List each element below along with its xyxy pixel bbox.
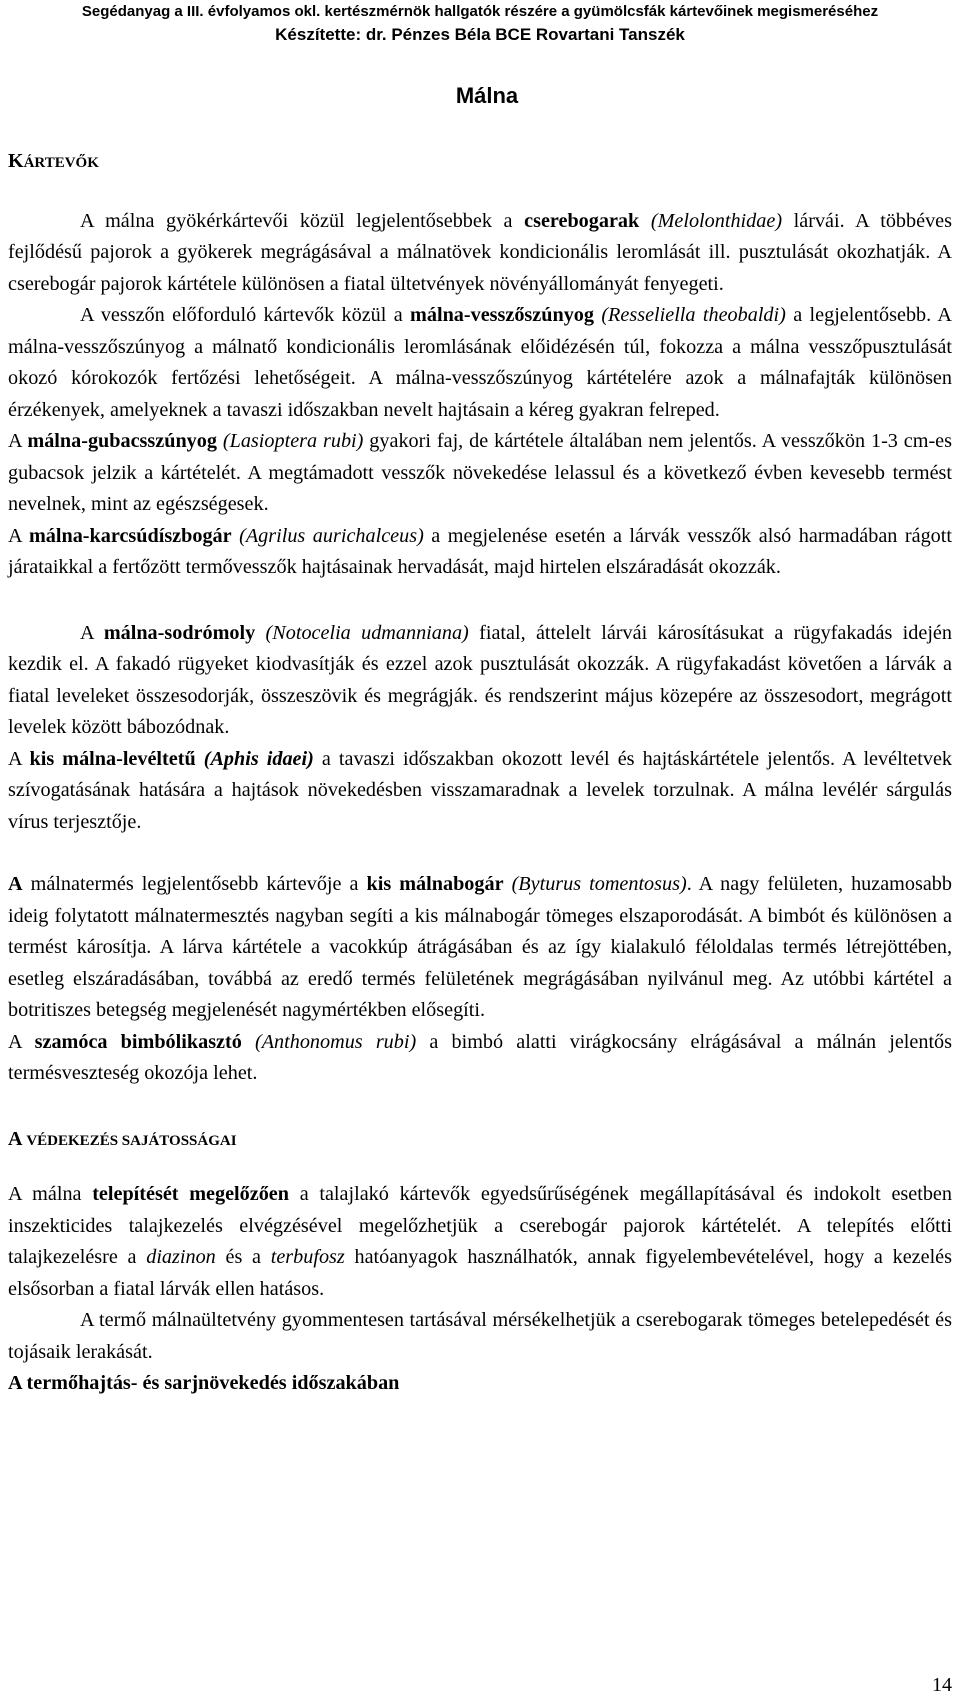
text-run: A xyxy=(8,430,28,452)
paragraph-gyommentes xyxy=(8,1305,952,1368)
paragraph-bimbolikaszto xyxy=(8,1027,952,1090)
paragraph-sodromoly xyxy=(8,618,952,744)
initial-bold: A xyxy=(8,873,23,895)
text-run: lárvái. A többéves fejlődésű pajorok a gyökerek megrágásával a málnatövek kondicionális leromlását ill. pusztulását okozhatják. A cserebogár pajorok kártétele különösen a fiatal ültetvények növényállományát fenyegeti. xyxy=(8,209,952,295)
text-run: a megjelenése esetén a lárvák vesszők alsó harmadában rágott járataikkal a fertőzött termővesszők hajtásainak hervadását, majd hirtelen elszáradását okozzák. xyxy=(8,524,952,578)
text-run: a legjelentősebb. A málna-vesszőszúnyog a málnatő kondicionális leromlásának előidézésén túl, fokozza a málna vesszőpusztulását okozó kórokozók fertőzési lehetőségeit. A málna-vesszőszúnyog kártételére azok a málnafajták különösen érzékenyek, amelyeknek a tavaszi időszakban nevelt hajtásain a kéreg gyakran felreped. xyxy=(8,304,952,421)
paragraph-karcsudiszbogar xyxy=(8,521,952,584)
term-bold: málna-karcsúdíszbogár xyxy=(28,524,232,547)
heading-smallcaps: VÉDEKEZÉS SAJÁTOSSÁGAI xyxy=(26,1132,237,1149)
paragraph-malnabogar xyxy=(8,869,952,1027)
text-run: gyakori faj, de kártétele általában nem jelentős. A vesszőkön 1-3 cm-es gubacsok jelzik a kártételét. A megtámadott vesszők növekedése lelassul és a következő évben kevesebb termést nevelnek, mint az egészségesek. xyxy=(8,430,952,515)
text-run: A xyxy=(80,621,104,644)
text-run: A málna xyxy=(8,1183,93,1205)
text-run: a tavaszi időszakban okozott levél és hajtáskártétele jelentős. A levéltetvek szívogatásának hatására a hajtások növekedésben visszamaradnak a levelek torzulnak. A málna levélér sárgulás vírus terjesztője. xyxy=(8,747,953,833)
text-run: A termő málnaültetvény gyommentesen tartásával mérsékelhetjük a cserebogarak tömeges betelepedését és tojásaik lerakását. xyxy=(8,1309,952,1363)
term-latin: (Aphis idaei) xyxy=(195,747,314,770)
term-latin: (Notocelia udmanniana) xyxy=(255,621,469,644)
text-run: a talajlakó kártevők egyedsűrűségének megállapításával és indokolt esetben inszekticides talajkezelés elvégzésével megelőzhetjük a cserebogár pajorok kártételét. A telepítés előtti talajkezelésre a xyxy=(8,1183,952,1268)
paragraph-levéltetu xyxy=(8,744,952,839)
document-body xyxy=(8,146,952,1400)
text-run: hatóanyagok használhatók, annak figyelembevételével, hogy a kezelés elsősorban a fiatal lárvák ellen hatásos. xyxy=(8,1246,952,1300)
term-bold: megelőzően xyxy=(189,1183,289,1205)
text-run: . A nagy felületen, huzamosabb ideig folytatott málnatermesztés nagyban segíti a kis málnabogár tömeges elszaporodását. A bimbót és különösen a termést károsítja. A lárva kártétele a vacokkúp átrágásában és az így kialakuló féloldalas termés létrejöttében, esetleg elszáradásában, továbbá az eredő termés felületének megrágásában nyilvánul meg. Az utóbbi kártétel a botritiszes betegség megjelenését nagymértékben elősegíti. xyxy=(8,873,952,1021)
heading-initial: K xyxy=(8,150,24,172)
text-run: A málna gyökérkártevői közül legjelentősebbek a xyxy=(80,209,525,232)
term-bold: cserebogarak xyxy=(524,209,640,232)
text-run: málnatermés legjelentősebb kártevője a xyxy=(22,873,367,895)
subheading-termohajtas xyxy=(8,1368,952,1400)
term-bold: málna-sodrómoly xyxy=(103,621,256,644)
term-latin: (Lasioptera rubi) xyxy=(216,430,364,452)
term-latin: (Agrilus aurichalceus) xyxy=(231,524,424,547)
paragraph-gubacsszunyog xyxy=(8,426,952,521)
section-heading-vedekezes xyxy=(8,1124,952,1158)
paragraph-telepites xyxy=(8,1179,952,1305)
page-title: Málna xyxy=(455,83,519,108)
text-run: A xyxy=(8,747,30,770)
heading-initial: A xyxy=(8,1127,27,1150)
text-run: A vesszőn előforduló kártevők közül a xyxy=(80,304,411,326)
paragraph-cserebogarak xyxy=(8,206,952,301)
term-latin: (Melolonthidae) xyxy=(650,209,783,232)
text-run: fiatal, áttelelt lárvái károsításukat a rügyfakadás idején kezdik el. A fakadó rügyeket kiodvasítják és ezzel azok pusztulását okozzák. A rügyfakadást követően a lárvák a fiatal leveleket összesodorják, összeszövik és megrágják. és rendszerint május közepére az összesodort, megrágott levelek között bábozódnak. xyxy=(8,621,952,738)
term-latin: (Byturus tomentosus) xyxy=(503,873,687,895)
term-bold: kis málnabogár xyxy=(366,873,504,895)
text-run: a bimbó alatti virágkocsány elrágásával a málnán jelentős termésveszteség okozója lehet. xyxy=(8,1030,952,1084)
term-bold: szamóca bimbólikasztó xyxy=(34,1030,242,1053)
term-bold: A termőhajtás- és sarjnövekedés időszakában xyxy=(8,1372,400,1394)
term-italic: terbufosz xyxy=(270,1246,345,1268)
text-run: és a xyxy=(215,1246,271,1268)
text-run: A xyxy=(8,1030,35,1053)
page-number: 14 xyxy=(932,1674,952,1696)
header-line-1: Segédanyag a III. évfolyamos okl. kertészmérnök hallgatók részére a gyümölcsfák kártevőinek megismeréséhez xyxy=(81,3,879,20)
section-heading-kartevok xyxy=(8,146,952,180)
term-bold: telepítését xyxy=(92,1183,179,1205)
term-bold: kis málna-levéltetű xyxy=(29,747,196,770)
text-run: A xyxy=(8,524,29,547)
header-line-2: Készítette: dr. Pénzes Béla BCE Rovartani Tanszék xyxy=(275,25,685,44)
term-latin: (Anthonomus rubi) xyxy=(241,1030,417,1053)
paragraph-vesszoszunyog xyxy=(8,300,952,426)
page-header xyxy=(0,0,960,46)
heading-smallcaps: ÁRTEVŐK xyxy=(23,155,99,171)
term-bold: málna-vesszőszúnyog xyxy=(410,304,594,326)
term-italic: diazinon xyxy=(146,1246,216,1268)
text-run xyxy=(179,1183,190,1205)
term-latin: (Resseliella theobaldi) xyxy=(593,304,786,326)
term-bold: málna-gubacsszúnyog xyxy=(27,430,217,452)
